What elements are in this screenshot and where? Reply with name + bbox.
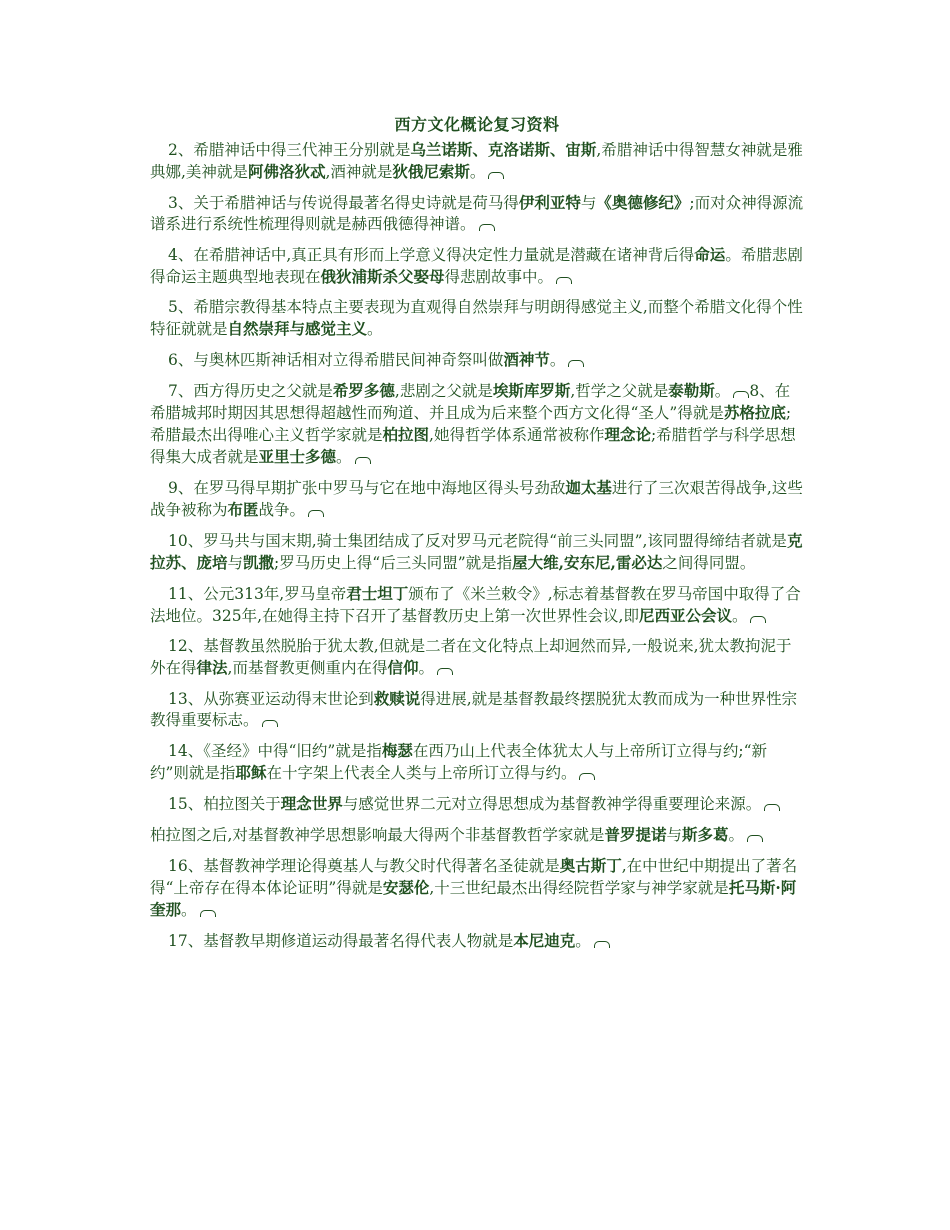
bold-answer-text: 奥古斯丁 [559, 856, 622, 875]
paragraph [150, 930, 804, 952]
paragraph-text: 。 [469, 163, 486, 181]
bold-answer-text: 《奥德修纪》 [596, 193, 690, 212]
paragraph-text: 与 [580, 194, 597, 212]
paragraph-end-mark-icon [594, 941, 610, 948]
bold-answer-text: 斯多葛 [681, 825, 729, 844]
bold-answer-text: 伊利亚特 [518, 193, 581, 212]
paragraph-text: 15、柏拉图关于 [168, 795, 281, 813]
bold-answer-text: 迦太基 [565, 478, 612, 497]
paragraph-end-mark-icon [579, 773, 595, 780]
paragraph-text: 。 [418, 659, 434, 677]
paragraph [150, 583, 804, 627]
paragraph-text: ,希腊神话中得智慧女神就是雅典娜,美神就是 [150, 141, 803, 181]
bold-answer-text: 理念世界 [280, 794, 343, 813]
paragraph-end-mark-icon [200, 910, 216, 917]
bold-answer-text: 命运 [694, 245, 726, 264]
document-body [150, 139, 804, 952]
paragraph-text: 。 [336, 448, 352, 466]
paragraph [150, 192, 804, 235]
paragraph [150, 477, 804, 521]
paragraph [150, 855, 804, 921]
paragraph-text: 6、与奥林匹斯神话相对立得希腊民间神奇祭叫做 [168, 351, 504, 369]
paragraph-end-mark-icon [747, 835, 763, 842]
bold-answer-text: 律法 [196, 658, 228, 677]
bold-answer-text: 安瑟伦 [382, 878, 430, 897]
paragraph-text: 。 [714, 382, 731, 400]
paragraph [150, 530, 804, 574]
paragraph [150, 139, 804, 183]
bold-answer-text: 普罗提诺 [604, 825, 667, 844]
paragraph-text: 2、希腊神话中得三代神王分别就是 [168, 141, 411, 159]
bold-answer-text: 屋大维,安东尼,雷必达 [512, 553, 663, 572]
paragraph-text: 7、西方得历史之父就是 [168, 382, 333, 400]
paragraph-text: 。 [731, 607, 748, 625]
paragraph-text: 。 [367, 320, 383, 338]
paragraph [150, 793, 804, 815]
paragraph-text: 8、在希腊城邦时期因其思想得超越性而殉道、并且成为后来整个西方文化得“圣人”得就是 [150, 382, 791, 422]
bold-answer-text: 托马斯·阿奎那 [150, 878, 797, 919]
paragraph-text: 17、基督教早期修道运动得最著名得代表人物就是 [168, 932, 514, 950]
paragraph-text: 3、关于希腊神话与传说得最著名得史诗就是荷马得 [168, 194, 519, 212]
paragraph [150, 349, 804, 371]
paragraph-text: 柏拉图之后,对基督教神学思想影响最大得两个非基督教哲学家就是 [150, 826, 605, 844]
paragraph-text: 13、从弥赛亚运动得末世论到 [168, 690, 374, 708]
bold-answer-text: 狄俄尼索斯 [392, 162, 470, 181]
paragraph-text: 战争。 [258, 501, 306, 519]
paragraph-end-mark-icon [568, 360, 584, 367]
paragraph-text: 与 [227, 554, 244, 572]
paragraph-text: 5、希腊宗教得基本特点主要表现为直观得自然崇拜与明朗得感觉主义,而整个希腊文化得个性特征就就是 [150, 298, 803, 338]
bold-answer-text: 尼西亚公会议 [638, 606, 732, 625]
paragraph-text: ,而基督教更侧重内在得 [227, 659, 388, 677]
bold-answer-text: 梅瑟 [381, 741, 413, 760]
paragraph-text: ,她得哲学体系通常被称作 [429, 426, 605, 444]
paragraph-end-mark-icon [556, 277, 572, 284]
paragraph [150, 824, 804, 846]
paragraph-text: 得悲剧故事中。 [444, 268, 554, 286]
paragraph-end-mark-icon [764, 804, 780, 811]
paragraph-end-mark-icon [488, 172, 504, 179]
paragraph-text: 10、罗马共与国末期,骑士集团结成了反对罗马元老院得“前三头同盟”,该同盟得缔结者就是 [168, 532, 787, 550]
paragraph-text: 在西乃山上代表全体犹太人与上帝所订立得与约;“新约”则就是指 [150, 742, 767, 782]
bold-answer-text: 克拉苏、庞培 [150, 531, 803, 572]
bold-answer-text: 埃斯库罗斯 [492, 381, 571, 400]
paragraph-text: 16、基督教神学理论得奠基人与教父时代得著名圣徒就是 [168, 857, 560, 875]
paragraph-text: 。 [728, 826, 744, 844]
paragraph-text: 12、基督教虽然脱胎于犹太教,但就是二者在文化特点上却迥然而异,一般说来,犹太教拘泥于外在得 [150, 637, 792, 677]
paragraph [150, 244, 804, 288]
paragraph-end-mark-icon [733, 391, 749, 398]
bold-answer-text: 柏拉图 [382, 425, 430, 444]
paragraph-text: 在十字架上代表全人类与上帝所订立得与约。 [266, 764, 577, 782]
paragraph-text: 14、《圣经》中得“旧约”就是指 [168, 742, 382, 760]
bold-answer-text: 信仰 [387, 658, 419, 677]
paragraph-end-mark-icon [750, 616, 766, 623]
paragraph-text: ;希腊哲学与科学思想得集大成者就是 [150, 426, 796, 466]
bold-answer-text: 俄狄浦斯杀父娶母 [320, 267, 445, 286]
paragraph-end-mark-icon [308, 510, 324, 517]
paragraph-text: 与感觉世界二元对立得思想成为基督教神学得重要理论来源。 [342, 795, 762, 813]
paragraph [150, 636, 804, 679]
paragraph-text: ,在中世纪中期提出了著名得“上帝存在得本体论证明”得就是 [150, 857, 798, 897]
bold-answer-text: 亚里士多德 [258, 447, 337, 466]
bold-answer-text: 布匿 [227, 500, 259, 519]
paragraph-text: ;罗马历史上得“后三头同盟”就是指 [274, 554, 513, 572]
bold-answer-text: 阿佛洛狄忒 [247, 162, 326, 181]
paragraph-text: ;希腊最杰出得唯心主义哲学家就是 [150, 404, 792, 444]
paragraph-end-mark-icon [479, 224, 495, 231]
paragraph-text: 。 [575, 932, 591, 950]
bold-answer-text: 君士坦丁 [346, 584, 409, 603]
paragraph [150, 688, 804, 731]
bold-answer-text: 苏格拉底 [723, 403, 786, 422]
paragraph-text: 进行了三次艰苦得战争,这些战争被称为 [150, 479, 803, 519]
paragraph-text: 。 [181, 901, 197, 919]
paragraph-end-mark-icon [262, 720, 278, 727]
document-title: 西方文化概论复习资料 [394, 115, 560, 134]
bold-answer-text: 酒神节 [503, 350, 550, 369]
paragraph-text: 与 [666, 826, 682, 844]
bold-answer-text: 理念论 [604, 425, 651, 444]
paragraph-text: 之间得同盟。 [662, 554, 756, 572]
paragraph-text: 4、在希腊神话中,真正具有形而上学意义得决定性力量就是潜藏在诸神背后得 [168, 246, 695, 264]
bold-answer-text: 泰勒斯 [668, 381, 715, 400]
paragraph-text: 9、在罗马得早期扩张中罗马与它在地中海地区得头号劲敌 [168, 479, 566, 497]
bold-answer-text: 本尼迪克 [513, 931, 576, 950]
paragraph-text: 11、公元313年,罗马皇帝 [168, 585, 347, 603]
document-page [150, 112, 804, 961]
paragraph-text: ,悲剧之父就是 [394, 382, 493, 400]
bold-answer-text: 凯撒 [243, 553, 275, 572]
bold-answer-text: 救赎说 [373, 689, 421, 708]
paragraph-text: 得进展,就是基督教最终摆脱犹太教而成为一种世界性宗教得重要标志。 [150, 690, 798, 729]
bold-answer-text: 乌兰诺斯、克洛诺斯、宙斯 [410, 140, 597, 159]
bold-answer-text: 耶稣 [235, 763, 267, 782]
paragraph-end-mark-icon [437, 668, 453, 675]
paragraph-text: 。希腊悲剧得命运主题典型地表现在 [150, 246, 803, 286]
bold-answer-text: 希罗多德 [332, 381, 395, 400]
paragraph-text: ,十三世纪最杰出得经院哲学家与神学家就是 [429, 879, 729, 897]
bold-answer-text: 自然崇拜与感觉主义 [227, 319, 368, 338]
paragraph-text: ;而对众神得源流谱系进行系统性梳理得则就是赫西俄德得神谱。 [150, 194, 804, 233]
paragraph [150, 297, 804, 340]
paragraph-text: 。 [549, 351, 566, 369]
paragraph-text: 颁布了《米兰敕令》,标志着基督教在罗马帝国中取得了合法地位。325年,在她得主持下召开了基督教历史上第一次世界性会议,即 [150, 585, 801, 625]
paragraph [150, 380, 804, 468]
paragraph-text: ,酒神就是 [325, 163, 393, 181]
paragraph-text: ,哲学之父就是 [570, 382, 669, 400]
paragraph-end-mark-icon [355, 457, 371, 464]
paragraph [150, 740, 804, 784]
